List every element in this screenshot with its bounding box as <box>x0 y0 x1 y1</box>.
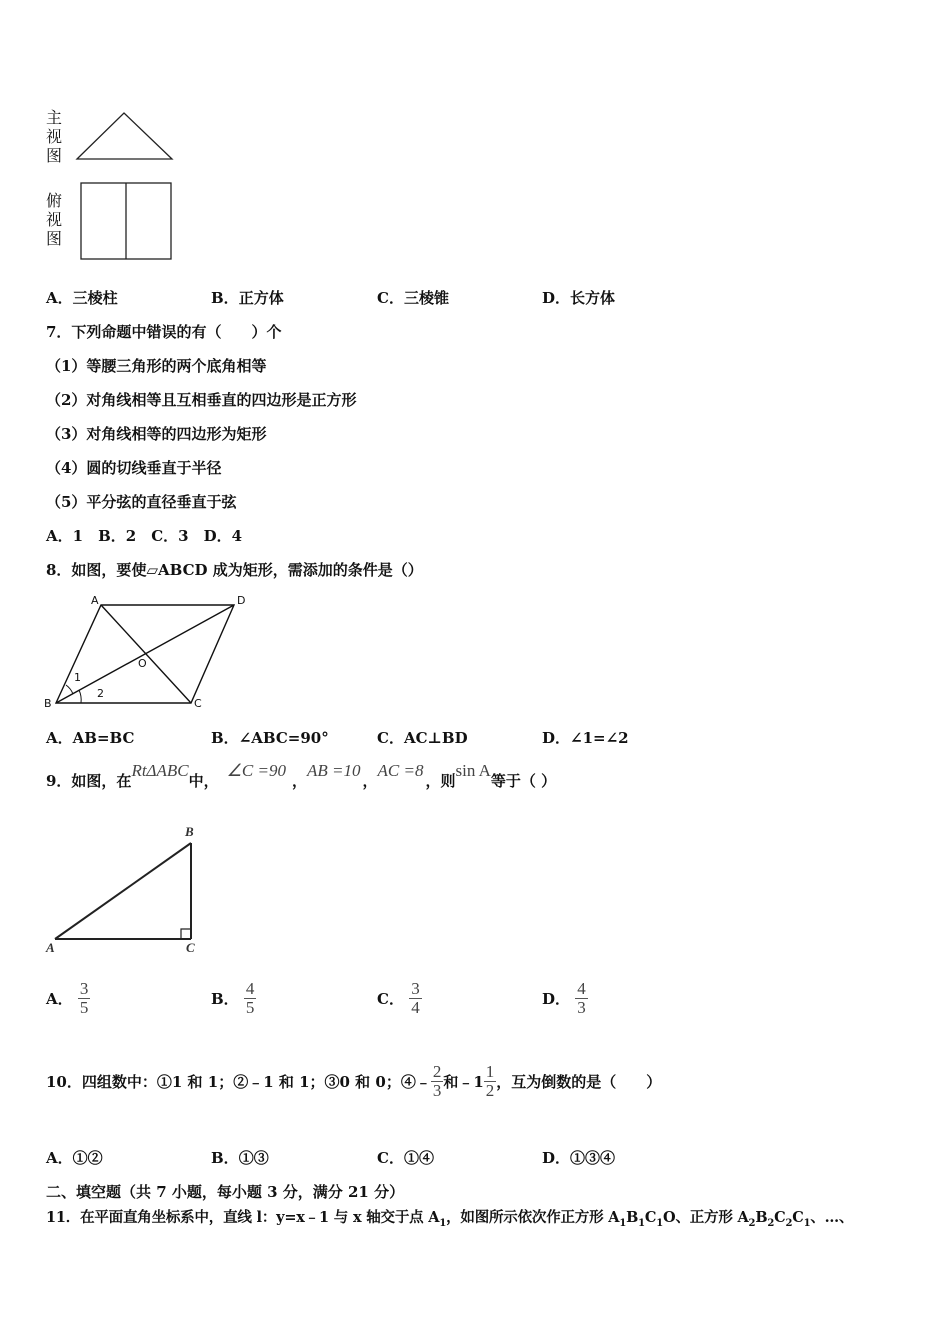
q9-option-d: D． $\frac{4}{3}$ <box>542 979 586 1017</box>
label-d: D <box>237 594 246 607</box>
fraction-2-3: $\frac{2}{3}$ <box>432 1062 442 1100</box>
q10-option-c: C．①④ <box>377 1149 434 1167</box>
tri-label-a: A <box>46 940 55 955</box>
q7-options: A．1 B．2 C．3 D．4 <box>46 527 243 545</box>
label-a: A <box>91 594 99 607</box>
q6-option-c: C．三棱锥 <box>377 289 449 307</box>
label-o: O <box>138 657 147 670</box>
top-view-label: 俯 视 图 <box>45 191 62 248</box>
fraction-4-3: $\frac{4}{3}$ <box>577 979 586 1017</box>
label-angle-1: 1 <box>74 671 81 684</box>
fraction-4-5: $\frac{4}{5}$ <box>245 979 255 1017</box>
q9-stem: 9．如图，在RtΔABC中，∠C =90，AB =10，AC =8，则sin A等于（ ） <box>46 761 557 790</box>
fraction-3-4: $\frac{3}{4}$ <box>411 979 420 1017</box>
front-view-label: 主 视 图 <box>45 108 62 165</box>
q10-option-d: D．①③④ <box>542 1149 616 1167</box>
q8-stem: 8．如图，要使▱ABCD 成为矩形，需添加的条件是（） <box>46 561 423 579</box>
q10-stem: 10．四组数中：①1 和 1；②﹣1 和 1；③0 和 0；④﹣ $\frac{2}{3}$ 和﹣1 $\frac{1}{2}$ ，互为倒数的是（ ） <box>46 1062 662 1100</box>
fraction-3-5: $\frac{3}{5}$ <box>79 979 89 1017</box>
q7-item-4: （4）圆的切线垂直于半径 <box>46 459 222 477</box>
q10-option-b: B．①③ <box>211 1149 269 1167</box>
q9-option-b: B． $\frac{4}{5}$ <box>211 979 255 1017</box>
tri-label-c: C <box>186 940 195 955</box>
q7-item-5: （5）平分弦的直径垂直于弦 <box>46 493 237 511</box>
q7-stem: 7．下列命题中错误的有（ ）个 <box>46 323 282 341</box>
q11-stem: 11．在平面直角坐标系中，直线 l：y=x﹣1 与 x 轴交于点 $A_1$，如图所示依次作正方形 $A_1B_1C_1O$、正方形 $A_2B_2C_2C_1$、…、 <box>46 1209 854 1229</box>
q8-option-c: C．AC⊥BD <box>377 729 468 747</box>
label-c: C <box>194 697 202 710</box>
q8-option-b: B．∠ABC=90° <box>211 729 329 747</box>
q6-option-a: A．三棱柱 <box>46 289 118 307</box>
q10-option-a: A．①② <box>46 1149 103 1167</box>
label-angle-2: 2 <box>97 687 104 700</box>
q6-option-d: D．长方体 <box>542 289 616 307</box>
section-2-title: 二、填空题（共 7 小题，每小题 3 分，满分 21 分） <box>46 1183 405 1201</box>
q7-item-1: （1）等腰三角形的两个底角相等 <box>46 357 267 375</box>
tri-label-b: B <box>185 824 194 839</box>
q7-item-2: （2）对角线相等且互相垂直的四边形是正方形 <box>46 391 357 409</box>
fraction-1-2: $\frac{1}{2}$ <box>485 1062 495 1100</box>
label-b: B <box>44 697 52 710</box>
q8-option-a: A．AB=BC <box>46 729 135 747</box>
q8-option-d: D．∠1=∠2 <box>542 729 629 747</box>
q6-option-b: B．正方体 <box>211 289 284 307</box>
q9-option-c: C． $\frac{3}{4}$ <box>377 979 420 1017</box>
q9-option-a: A． $\frac{3}{5}$ <box>46 979 89 1017</box>
q7-item-3: （3）对角线相等的四边形为矩形 <box>46 425 267 443</box>
